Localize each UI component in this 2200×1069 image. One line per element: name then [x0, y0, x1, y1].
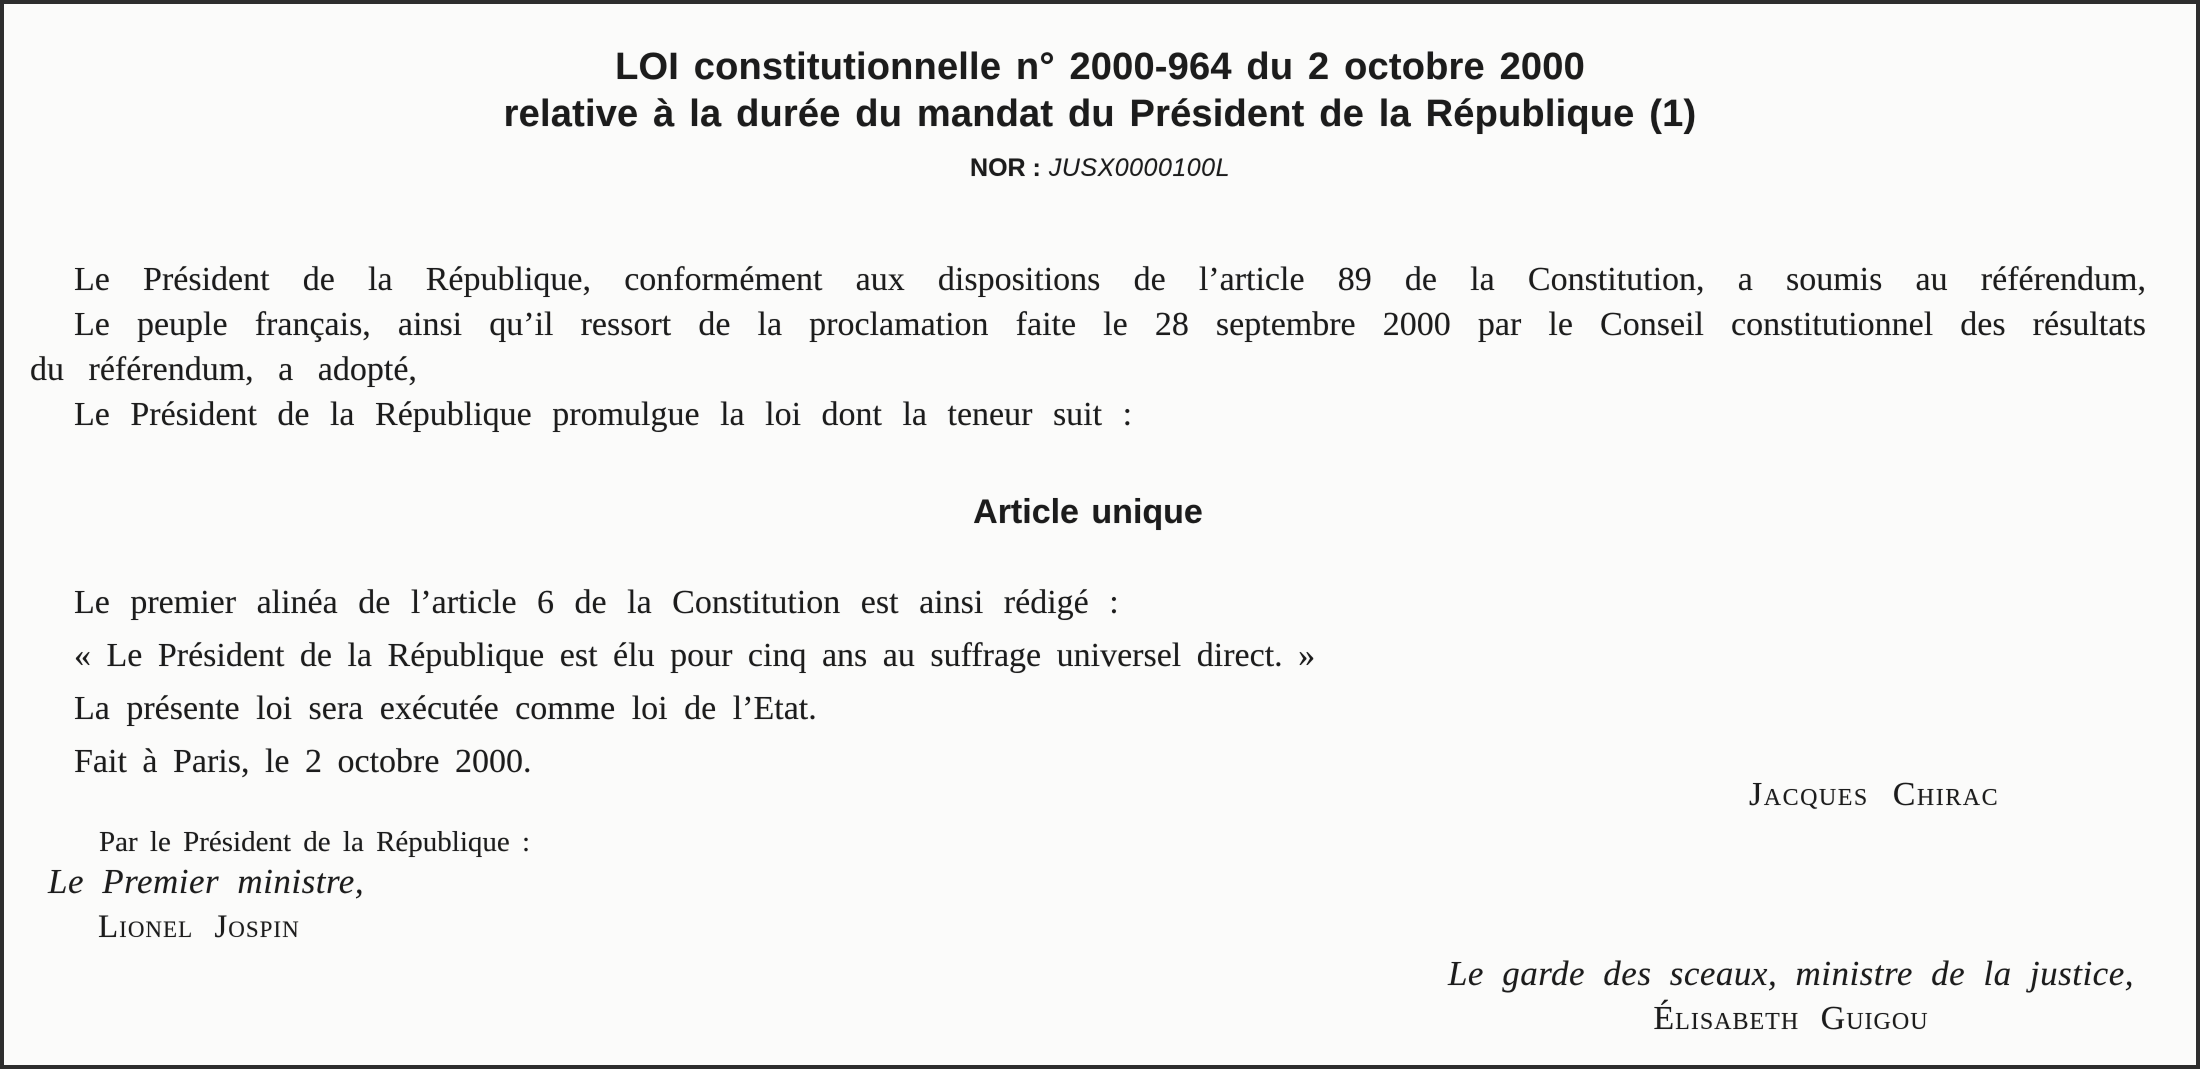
article-paragraph-2: « Le Président de la République est élu pour cinq ans au suffrage universel direct. » — [74, 637, 1316, 674]
preamble-paragraph-1: Le Président de la République, conformément aux dispositions de l’article 89 de la Constitution, a soumis au référendum, — [74, 261, 2146, 298]
article-section — [30, 580, 2146, 784]
signature-president-name: Jacques Chirac — [1749, 776, 2000, 813]
countersignature-intro: Par le Président de la République : — [99, 826, 531, 858]
justice-minister-signature-block — [1448, 954, 2134, 1038]
preamble-paragraph-2: Le peuple français, ainsi qu’il ressort de la proclamation faite le 28 septembre 2000 par le Conseil constitutionnel des résultats du référendum, a adopté, — [30, 306, 2146, 388]
justice-minister-title: Le garde des sceaux, ministre de la justice, — [1447, 954, 2134, 993]
nor-reference-line — [4, 154, 2196, 183]
article-unique-heading: Article unique — [973, 493, 1203, 531]
document-header — [4, 4, 2196, 183]
document-body — [4, 257, 2196, 784]
law-title-line-1: LOI constitutionnelle n° 2000-964 du 2 octobre 2000 — [615, 46, 1585, 88]
article-paragraph-1: Le premier alinéa de l’article 6 de la Constitution est ainsi rédigé : — [74, 584, 1119, 621]
date-line: Fait à Paris, le 2 octobre 2000. — [74, 743, 532, 780]
law-title-line-2: relative à la durée du mandat du Président de la République (1) — [503, 93, 1697, 135]
nor-label: NOR : — [970, 154, 1041, 182]
article-paragraph-3: La présente loi sera exécutée comme loi de l’Etat. — [74, 690, 817, 727]
preamble-section — [30, 257, 2146, 437]
preamble-paragraph-3: Le Président de la République promulgue la loi dont la teneur suit : — [74, 396, 1133, 433]
prime-minister-title: Le Premier ministre, — [48, 862, 365, 901]
justice-minister-name: Élisabeth Guigou — [1653, 1000, 1929, 1037]
prime-minister-name: Lionel Jospin — [98, 909, 300, 945]
nor-number: JUSX0000100L — [1048, 154, 1230, 182]
